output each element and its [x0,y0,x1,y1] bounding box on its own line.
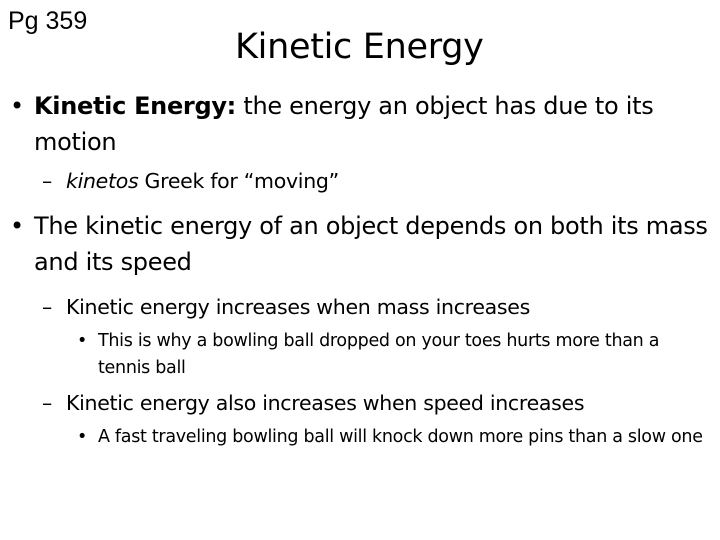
bullet-icon: • [10,212,24,240]
subpoint-text: Kinetic energy also increases when speed increases [66,391,585,415]
definition-term: Kinetic Energy: [34,92,236,120]
detail-text: This is why a bowling ball dropped on your toes hurts more than a tennis ball [98,331,660,378]
dash-icon: – [42,295,52,319]
etymology-text: Greek for “moving” [138,169,339,193]
bullet-text: The kinetic energy of an object depends on both its mass and its speed [34,212,708,276]
subpoint-etymology [10,166,710,196]
bullet-depends-on-mass-speed [10,208,710,280]
slide-body [10,88,710,451]
etymology-word: kinetos [66,169,139,193]
subpoint-speed [10,388,710,418]
detail-bowling-ball-toes [10,328,710,382]
subpoint-mass [10,292,710,322]
bullet-icon: • [10,92,24,120]
bullet-icon: • [77,331,88,351]
definition-text: the energy an object has due to its motion [34,92,654,156]
dash-icon: – [42,169,52,193]
detail-bowling-pins [10,424,710,451]
bullet-kinetic-energy-definition [10,88,710,160]
dash-icon: – [42,391,52,415]
bullet-icon: • [77,427,88,447]
slide-title: Kinetic Energy [235,27,484,67]
page-reference: Pg 359 [8,7,88,35]
detail-text: A fast traveling bowling ball will knock down more pins than a slow one [98,427,703,447]
subpoint-text: Kinetic energy increases when mass increases [66,295,530,319]
